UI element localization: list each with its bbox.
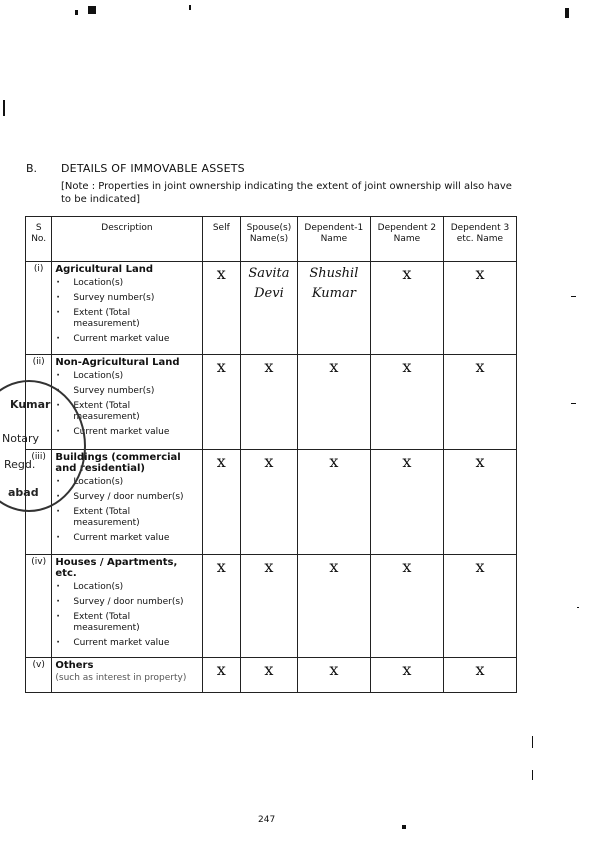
list-item: · Extent (Total measurement) [55,308,198,330]
scan-speck [571,296,576,297]
row-description [52,658,202,693]
page-number: 247 [258,815,276,825]
section-title: DETAILS OF IMMOVABLE ASSETS [61,162,245,175]
table-row [26,555,517,658]
dependent-3-entry: x [443,355,516,450]
self-entry: x [202,658,241,693]
self-entry: x [202,555,241,658]
section-note: [Note : Properties in joint ownership indicating the extent of joint ownership will also have to be indicated] [61,181,512,205]
dependent-3-entry: x [443,262,516,355]
row-number: (iii) [26,450,52,555]
spouse-entry: Savita Devi [241,262,298,355]
dependent-1-entry: Shushil Kumar [297,262,370,355]
dependent-3-entry: x [443,555,516,658]
dependent-1-entry: x [297,355,370,450]
scan-speck [3,100,5,116]
dependent-2-entry: x [370,555,443,658]
list-item: · Location(s) [55,477,198,488]
section-letter: B. [26,162,38,175]
row-description [52,262,202,355]
header-spouse: Spouse(s) Name(s) [241,217,298,262]
row-number: (v) [26,658,52,693]
self-entry: x [202,355,241,450]
stamp-text: Regd. [4,458,36,471]
scan-speck [189,5,191,10]
dependent-3-entry: x [443,450,516,555]
scan-speck [577,607,579,608]
dependent-2-entry: x [370,355,443,450]
row-number: (iv) [26,555,52,658]
header-description: Description [52,217,202,262]
header-self: Self [202,217,241,262]
dependent-2-entry: x [370,658,443,693]
list-item: · Survey number(s) [55,386,198,397]
table-header-row [26,217,517,262]
table-row [26,658,517,693]
scan-speck [532,736,533,748]
list-item: · Current market value [55,638,198,649]
list-item: · Location(s) [55,278,198,289]
row-category: Agricultural Land [55,264,153,275]
list-item: · Current market value [55,334,198,345]
stamp-text: Kumar [10,398,51,411]
dependent-2-entry: x [370,262,443,355]
spouse-entry: x [241,658,298,693]
header-dependent-3: Dependent 3 etc. Name [443,217,516,262]
row-category: Buildings (commercial and residential) [55,452,181,474]
scan-speck [88,6,96,14]
scan-speck [402,825,406,829]
header-dependent-2: Dependent 2 Name [370,217,443,262]
scan-speck [532,770,533,780]
stamp-text: Notary [2,432,40,445]
scan-speck [571,403,576,404]
dependent-2-entry: x [370,450,443,555]
self-entry: x [202,450,241,555]
spouse-entry: x [241,355,298,450]
list-item: · Extent (Total measurement) [55,612,198,634]
self-entry: x [202,262,241,355]
row-category: Houses / Apartments, etc. [55,557,178,579]
scan-speck [75,10,78,15]
table-row [26,355,517,450]
header-sno: S No. [26,217,52,262]
list-item: · Current market value [55,427,198,438]
stamp-text: abad [8,486,39,499]
table-row [26,262,517,355]
spouse-entry: x [241,450,298,555]
list-item: · Location(s) [55,582,198,593]
list-item: · Survey number(s) [55,293,198,304]
header-dependent-1: Dependent-1 Name [297,217,370,262]
spouse-entry: x [241,555,298,658]
dependent-1-entry: x [297,555,370,658]
dependent-1-entry: x [297,450,370,555]
list-item: · Survey / door number(s) [55,492,198,503]
list-item: · Extent (Total measurement) [55,401,198,423]
list-item: · Survey / door number(s) [55,597,198,608]
immovable-assets-table [25,216,517,693]
dependent-1-entry: x [297,658,370,693]
scan-speck [565,8,569,18]
list-item: · Current market value [55,533,198,544]
row-number: (i) [26,262,52,355]
list-item: · Location(s) [55,371,198,382]
row-category: Others [55,660,94,671]
list-item: · Extent (Total measurement) [55,507,198,529]
row-number: (ii) [26,355,52,450]
row-subtitle: (such as interest in property) [55,673,187,683]
row-category: Non-Agricultural Land [55,357,180,368]
row-description [52,555,202,658]
table-row [26,450,517,555]
dependent-3-entry: x [443,658,516,693]
